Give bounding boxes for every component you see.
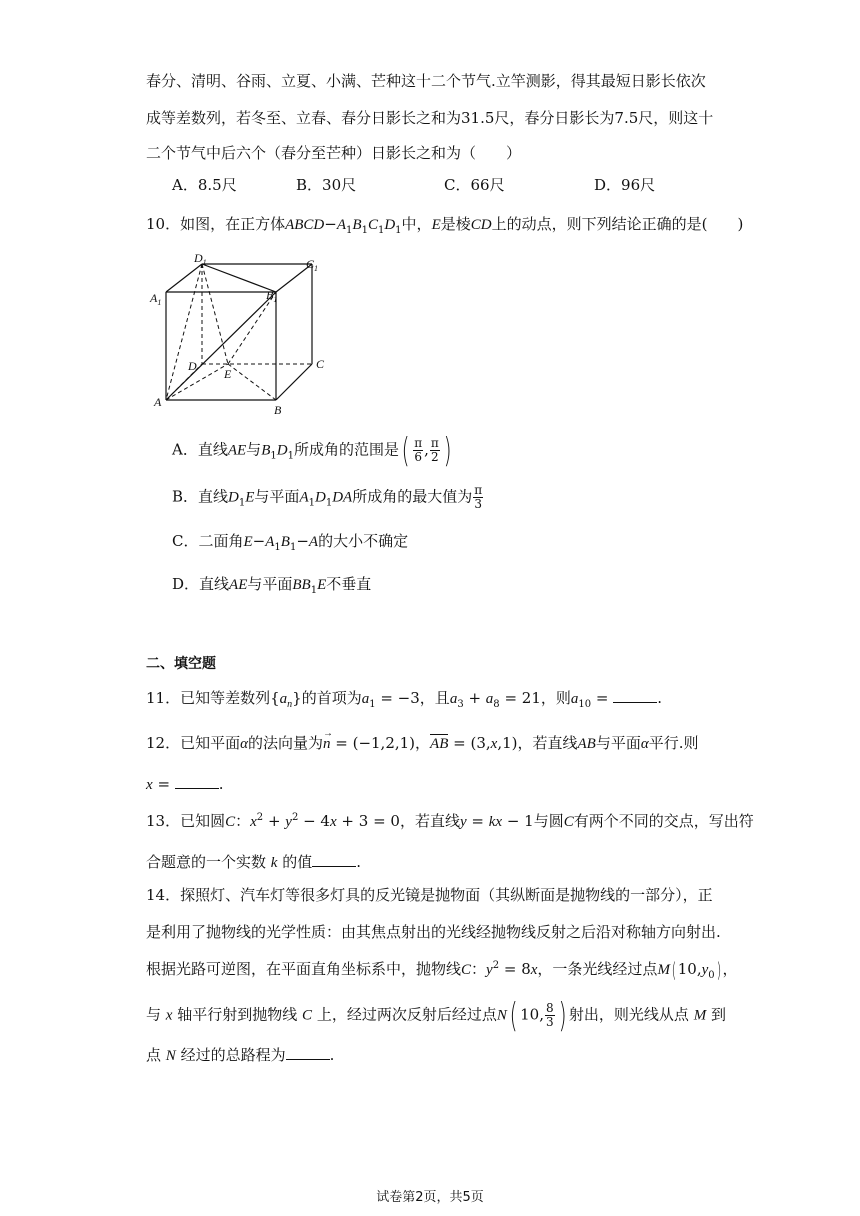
label-b: B — [274, 403, 282, 417]
label-c1: $C_1$ — [306, 257, 319, 273]
q12-answer-blank[interactable] — [175, 774, 219, 789]
label-e: E — [224, 367, 232, 381]
q13-answer-blank[interactable] — [312, 852, 356, 867]
q9-option-c: C．66尺 — [444, 176, 505, 194]
label-a1: $A_1$ — [150, 291, 162, 307]
q13-line2: 合题意的一个实数 k 的值 . — [146, 853, 362, 871]
q9-option-a: A．8.5尺 — [172, 176, 237, 194]
segment-d1a — [166, 264, 202, 400]
q9-option-d: D．96尺 — [594, 176, 656, 194]
segment-eb — [228, 364, 276, 400]
label-d: D — [188, 359, 197, 373]
q14-line1: 14．探照灯、汽车灯等很多灯具的反光镜是抛物面（其纵断面是抛物线的一部分），正 — [146, 886, 713, 904]
q10-option-b: B．直线$D_1E$与平面$A_1D_1DA$所成角的最大值为 $\frac{\pi}{3}$ — [172, 483, 483, 511]
q14-line3: 根据光路可逆图，在平面直角坐标系中，抛物线C：$y^2 = 8x$，一条光线经过点M( $10,y_0$) ， — [146, 958, 738, 982]
segment-eb1 — [228, 292, 276, 364]
q12-stem: 12．已知平面α的法向量为→ n = (−1,2,1)，AB = (3,x,1)，若直线AB与平面α平行.则 — [146, 732, 699, 755]
q10-option-d: D．直线AE与平面$BB_1E$不垂直 — [172, 575, 372, 596]
q10-option-a: A．直线AE与$B_1D_1$所成角的范围是( $\frac{\pi}{6}$ , $\frac{\pi}{2}$ ) — [172, 430, 452, 471]
edge-cb — [276, 364, 312, 400]
label-a: A — [154, 395, 162, 409]
label-b1: $B_1$ — [266, 288, 278, 304]
q14-line4: 与 x 轴平行射到抛物线 C 上，经过两次反射后经过点N( 10, $\frac{8}{3}$ ) 射出，则光线从点 M 到 — [146, 995, 726, 1036]
q9-option-b: B．30尺 — [296, 176, 357, 194]
q12-line2: x = . — [146, 775, 224, 793]
q13-stem: 13．已知圆C：$x^2 + y^2 - 4x + 3 = 0$，若直线y = kx − 1与圆C有两个不同的交点，写出符 — [146, 812, 754, 830]
q14-answer-blank[interactable] — [286, 1045, 330, 1060]
q11-answer-blank[interactable] — [613, 688, 657, 703]
section-title-fill-in: 二、填空题 — [146, 656, 216, 672]
q14-line5: 点 N 经过的总路程为 . — [146, 1046, 335, 1064]
q10-option-c: C．二面角$E-A_1B_1-A$的大小不确定 — [172, 532, 409, 553]
page-footer: 试卷第2页，共5页 — [376, 1190, 484, 1205]
q11-stem: 11．已知等差数列$\{a_n\}$的首项为$a_1 = -3$，且$a_3 + a_8 = 21$，则$a_{10}$ = . — [146, 689, 663, 710]
q9-line3: 二个节气中后六个（春分至芒种）日影长之和为（ ） — [146, 144, 522, 162]
segment-d1e — [202, 264, 228, 364]
segment-d1b1 — [202, 264, 276, 292]
cube-figure — [146, 252, 336, 422]
q14-line2: 是利用了抛物线的光学性质：由其焦点射出的光线经抛物线反射之后沿对称轴方向射出. — [146, 923, 721, 941]
q9-line1: 春分、清明、谷雨、立夏、小满、芒种这十二个节气.立竿测影，得其最短日影长依次 — [146, 72, 706, 90]
label-c: C — [316, 357, 325, 371]
label-d1: $D_1$ — [194, 252, 207, 267]
edge-a1d1 — [166, 264, 202, 292]
q10-stem: 10．如图，在正方体$ABCD-A_1B_1C_1D_1$中，E是棱CD上的动点，则下列结论正确的是( ) — [146, 215, 744, 236]
q9-line2: 成等差数列，若冬至、立春、春分日影长之和为31.5尺，春分日影长为7.5尺，则这十 — [146, 109, 714, 127]
